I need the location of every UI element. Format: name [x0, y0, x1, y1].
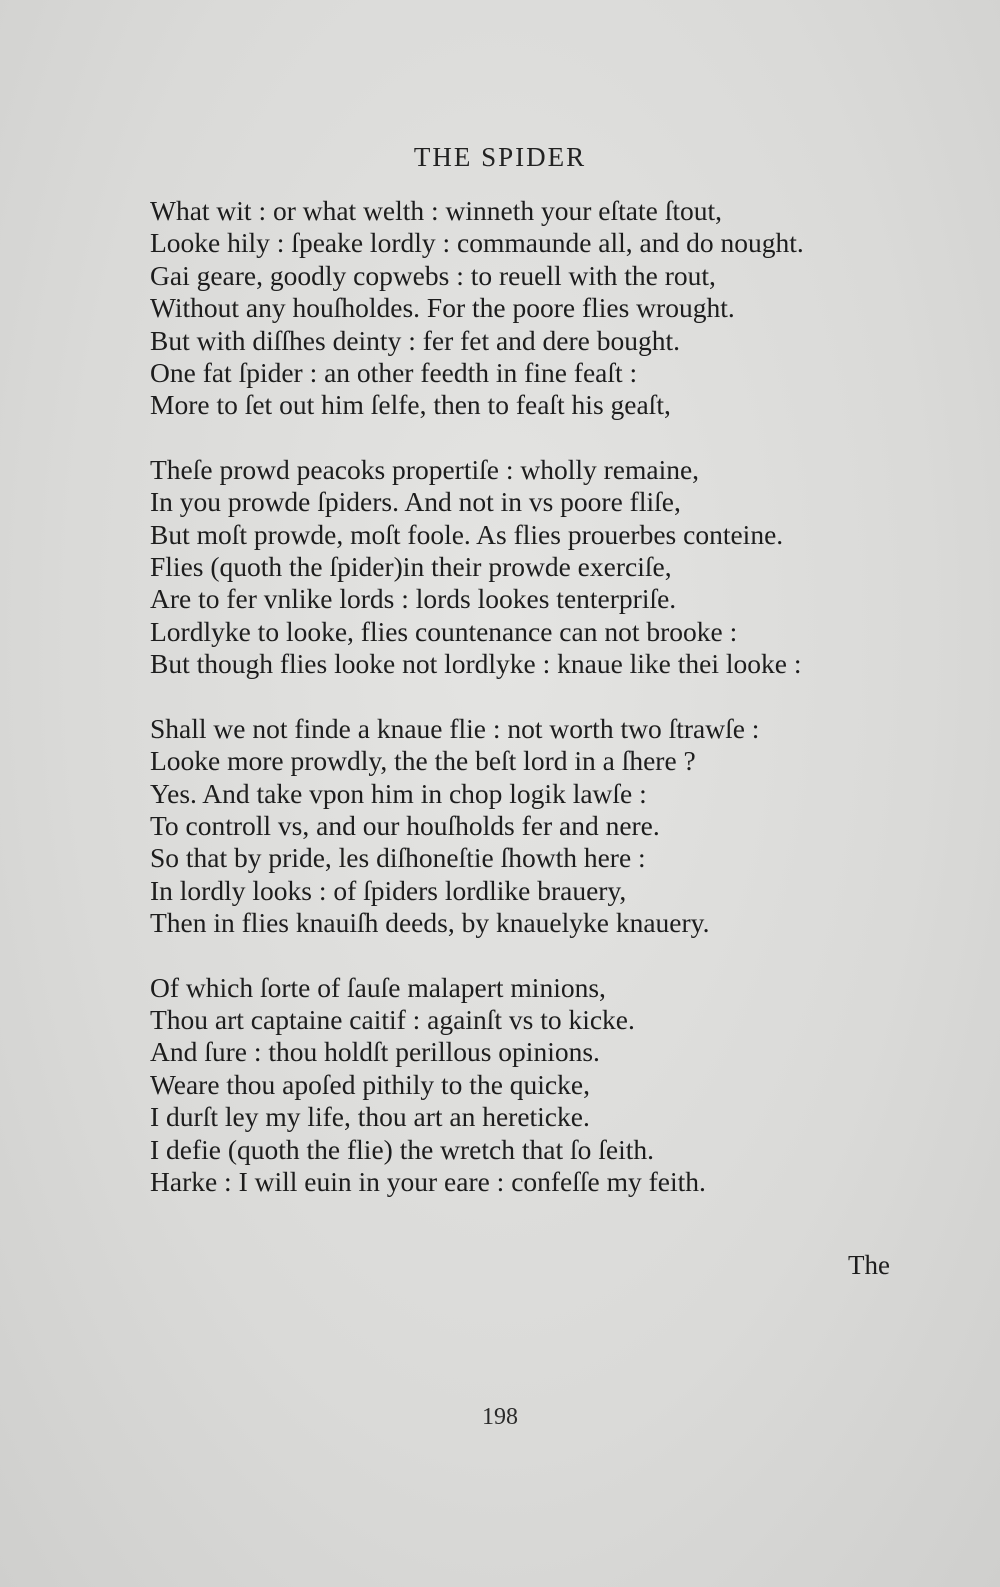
- poem-line: Flies (quoth the ſpider)in their prowde exerciſe,: [150, 551, 672, 583]
- poem-line: Of which ſorte of ſauſe malapert minions,: [150, 971, 606, 1003]
- poem-line: Looke more prowdly, the the beſt lord in a ſhere ?: [150, 745, 696, 777]
- poem-line: Without any houſholdes. For the poore flies wrought.: [150, 292, 735, 324]
- catchword: The: [848, 1250, 890, 1280]
- poem-line: Shall we not finde a knaue flie : not worth two ſtrawſe :: [150, 712, 760, 744]
- poem-line: And ſure : thou holdſt perillous opinions.: [150, 1036, 600, 1068]
- poem-line: Then in flies knauiſh deeds, by knauelyke knauery.: [150, 907, 710, 939]
- stanza-1: [150, 195, 930, 422]
- poem-line: Gai geare, goodly copwebs : to reuell with the rout,: [150, 259, 716, 291]
- poem-line: To controll vs, and our houſholds fer and nere.: [150, 809, 660, 841]
- running-head: THE SPIDER: [413, 142, 587, 172]
- page-number: 198: [482, 1404, 518, 1430]
- poem-line: In lordly looks : of ſpiders lordlike brauery,: [150, 874, 627, 906]
- poem-line: Weare thou apoſed pithily to the quicke,: [150, 1068, 590, 1100]
- poem-line: Thou art captaine caitif : againſt vs to kicke.: [150, 1003, 635, 1035]
- poem-line: I durſt ley my life, thou art an hereticke.: [150, 1101, 590, 1133]
- poem-line: Lordlyke to looke, flies countenance can not brooke :: [150, 615, 738, 647]
- poem-line: But moſt prowde, moſt foole. As flies prouerbes conteine.: [150, 518, 784, 550]
- poem-line: In you prowde ſpiders. And not in vs poore fliſe,: [150, 486, 681, 518]
- poem-line: More to ſet out him ſelfe, then to feaſt his geaſt,: [150, 389, 671, 421]
- poem-line: Theſe prowd peacoks propertiſe : wholly remaine,: [150, 453, 700, 485]
- poem-line: Are to fer vnlike lords : lords lookes tenterpriſe.: [150, 583, 677, 615]
- poem-line: Looke hily : ſpeake lordly : commaunde all, and do nought.: [150, 227, 804, 259]
- poem-line: One fat ſpider : an other feedth in fine feaſt :: [150, 357, 638, 389]
- poem-line: I defie (quoth the flie) the wretch that ſo ſeith.: [150, 1133, 654, 1165]
- poem-line: Yes. And take vpon him in chop logik lawſe :: [150, 777, 647, 809]
- poem-line: Harke : I will euin in your eare : confeſſe my feith.: [150, 1165, 706, 1197]
- stanza-2: [150, 454, 930, 681]
- stanza-3: [150, 713, 930, 940]
- stanza-4: [150, 972, 930, 1199]
- poem-line: What wit : or what welth : winneth your eſtate ſtout,: [150, 195, 723, 226]
- poem-line: But with diſſhes deinty : fer fet and dere bought.: [150, 324, 681, 356]
- poem-line: So that by pride, les diſhoneſtie ſhowth here :: [150, 842, 646, 874]
- poem: [150, 195, 930, 1230]
- poem-line: But though flies looke not lordlyke : knaue like thei looke :: [150, 648, 802, 680]
